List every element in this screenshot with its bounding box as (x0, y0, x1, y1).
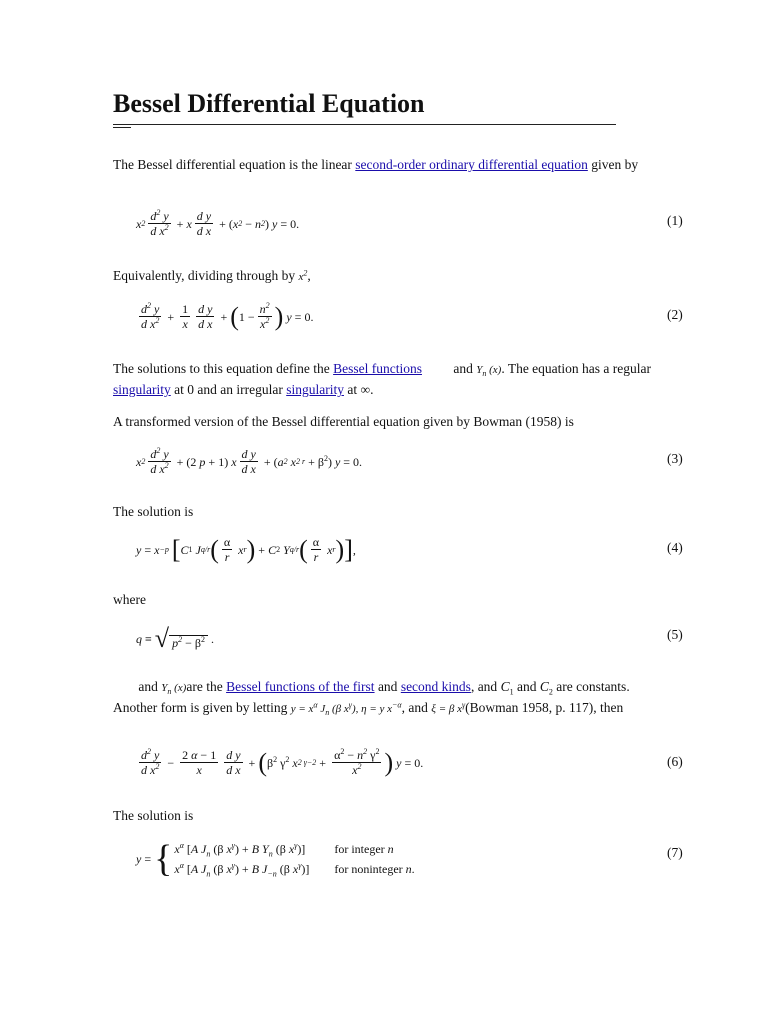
and-paragraph (113, 677, 653, 719)
equation-2: $\frac{d^2 y}{d x^2}$ + $\frac{1}{x}$ $\frac{\text{d y}}{\text{d x}}$ + ( 1 − $\frac{n^2}{x^2}$ ) y = 0. (141, 301, 314, 331)
equation-number-7: (7) (667, 845, 683, 860)
equation-number-4: (4) (667, 540, 683, 555)
inline-yn-x-2: $Y_n$ (x) (161, 682, 187, 697)
equation-number-5: (5) (667, 627, 683, 642)
ode-link[interactable]: second-order ordinary differential equation (355, 157, 588, 172)
page-title: Bessel Differential Equation (113, 89, 425, 118)
c1-subscript: 1 (509, 687, 514, 697)
bessel-first-kind-link[interactable]: Bessel functions of the first (226, 679, 375, 694)
equation-1: x 2 $\frac{d^2 y}{d x^2}$ + x $\frac{\text{d y}}{\text{d x}}$ + ( x 2 − n 2 ) y = 0. (136, 208, 300, 238)
solutions-text-3: at 0 and an irregular (170, 382, 287, 397)
and-text-7: , and (401, 700, 432, 715)
equation-number-2: (2) (667, 307, 683, 322)
transformed-paragraph: A transformed version of the Bessel differential equation given by Bowman (1958) is (113, 414, 574, 429)
and-text-end: (Bowman 1958, p. 117), then (465, 700, 624, 715)
inline-x-squared: $x^2$ (298, 268, 308, 283)
second-kinds-link[interactable]: second kinds (400, 679, 471, 694)
solutions-text-end: at ∞. (343, 382, 374, 397)
inline-substitution: $y = x^\alpha$ $J_n$ (β $x^\gamma$), η = y $x^{-\alpha}$ (290, 700, 402, 718)
solutions-text: The solutions to this equation define the (113, 361, 334, 376)
c1-symbol: C (500, 679, 510, 694)
and-text-6: are constants. Another form is given by letting (113, 679, 630, 715)
equivalently-text: Equivalently, dividing through by (113, 268, 299, 283)
equation-number-6: (6) (667, 754, 683, 769)
bessel-functions-link[interactable]: Bessel functions (333, 361, 422, 376)
equation-3: x 2 $\frac{d^2 y}{d x^2}$ + (2 p + 1) x $\frac{\text{d y}}{\text{d x}}$ + ( a 2 x 2 r + $\beta^2$) y = 0. (136, 446, 363, 476)
equation-number-1: (1) (667, 213, 683, 228)
title-underline (113, 124, 616, 125)
and-text-3: and (374, 679, 401, 694)
equation-7: y = { $x^\alpha$ [A $J_n$ (β $x^\gamma) + B$ $Y_n$ (β $x^\gamma$)] for integer n $x^\alpha$ [A $J_n$ (β $x^\gamma) + B$ $J_{-n}$ (β $x^\gamma$)] for noninteger n. (136, 838, 415, 880)
equation-5: q ≡ √ $p^2 - \beta^2$ . (136, 624, 214, 653)
case-noninteger-text: for noninteger (334, 862, 406, 876)
where-text: where (113, 592, 146, 607)
solution-is-1: The solution is (113, 504, 194, 519)
solutions-text-2: . The equation has a regular (501, 361, 652, 376)
and-text-2: are the (186, 679, 227, 694)
equation-number-3: (3) (667, 451, 683, 466)
title-underline-accent (113, 127, 131, 128)
solutions-and: and (449, 361, 477, 376)
intro-paragraph (113, 155, 653, 174)
solution-is-2: The solution is (113, 808, 194, 823)
and-text: and (135, 679, 162, 694)
inline-xi: ξ = β $x^\gamma$ (431, 700, 466, 715)
intro-text: The Bessel differential equation is the linear (113, 157, 356, 172)
solutions-paragraph (113, 359, 653, 399)
and-text-4: , and (470, 679, 501, 694)
singularity-link-2[interactable]: singularity (286, 382, 344, 397)
equation-6: $\frac{d^2 y}{d x^2}$ − $\frac{2 \alpha - 1}{x}$ $\frac{\text{d y}}{\text{d x}}$ + ( $\beta^2$ $\gamma^2$ x 2 γ−2 + $\frac{\alpha^2 - n^2 \gamma^2}{x^2}$ ) y = 0. (141, 747, 424, 777)
equivalently-paragraph: Equivalently, dividing through by $x^2$, (113, 268, 311, 283)
singularity-link-1[interactable]: singularity (113, 382, 171, 397)
c2-subscript: 2 (548, 687, 553, 697)
c2-symbol: C (539, 679, 549, 694)
inline-yn-x: $Y_n$ (x) (476, 364, 502, 379)
case-integer-text: for integer (334, 842, 388, 856)
equation-4: y = x −p [ C 1 J q/r ( $\frac{\alpha}{r}$ x r ) + C 2 Y q/r ( $\frac{\alpha}{r}$ x r ) ] , (136, 534, 356, 564)
intro-text-end: given by (587, 157, 639, 172)
and-text-5: and (513, 679, 540, 694)
